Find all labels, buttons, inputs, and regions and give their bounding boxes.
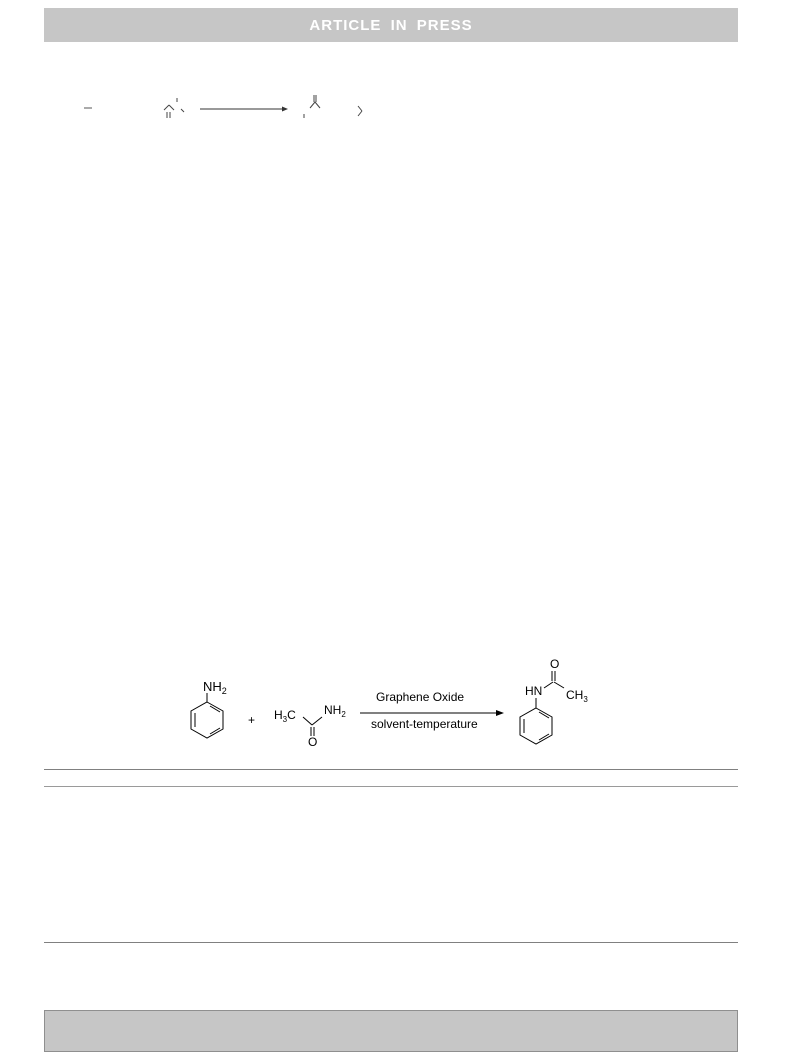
product-ch3-label: $CH_3$ [566,688,588,704]
product-oxygen-label: O [550,657,560,671]
product-hn-label: HN [525,684,543,698]
acetamide-oxygen-label: O [308,735,318,749]
acetamide-h3c-label: $H_3C$ [274,708,296,724]
acetanilide-structure [520,657,588,744]
table-top-rule [44,769,738,770]
condition-solvent-temperature: solvent-temperature [371,717,478,731]
aniline-nh2-label: $NH_2$ [203,679,227,696]
top-reaction-arrow [200,107,288,112]
acetamide-structure [274,703,346,749]
plus-sign: + [248,713,256,727]
top-reaction-scheme [60,90,400,130]
table-header-rule [44,786,738,787]
acetylation-reaction-scheme [170,648,630,770]
article-in-press-banner [44,8,738,42]
banner-text: ARTICLE IN PRESS [309,16,473,34]
aniline-structure [191,679,227,738]
footer-citation-box [44,1010,738,1052]
condition-graphene-oxide: Graphene Oxide [376,690,465,704]
table-bottom-rule [44,942,738,943]
reaction-arrow [360,690,504,731]
top-reactant-fragment [164,98,184,118]
top-product-fragment [304,95,362,118]
acetamide-nh2-label: $NH_2$ [324,703,346,719]
